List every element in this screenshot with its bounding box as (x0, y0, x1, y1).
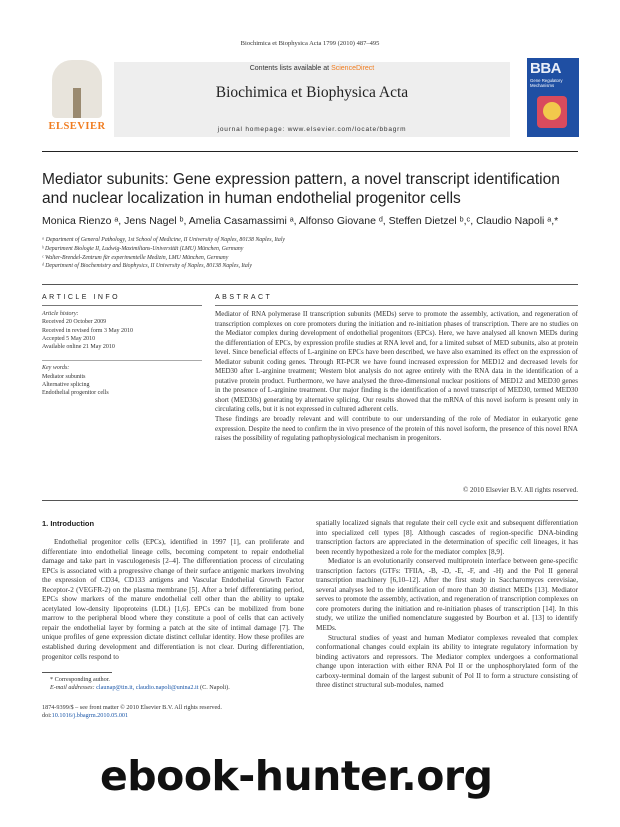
abstract-end-rule (42, 500, 578, 501)
contents-line (114, 65, 510, 72)
affiliation-d: ᵈ Department of Biochemistry and Biophysics, II University of Naples, 80138 Naples, Italy (42, 263, 252, 270)
cover-title: BBA (530, 60, 561, 77)
body-paragraph: spatially localized signals that regulate their cell cycle exit and subsequent differentiation into specialized cell types [8]. Although cascades of region-specific DNA-binding transcription factors are appreciated in the determination of specific cell lineages, it has been recently hypothesized a role for the mediator complex [8,9]. (316, 519, 578, 556)
corresponding-author: * Corresponding author. (50, 676, 110, 683)
affiliation-b: ᵇ Department Biologie II, Ludwig-Maximilians-Universität (LMU) München, Germany (42, 245, 244, 252)
keywords-label: Key words: (42, 365, 70, 372)
running-head: Biochimica et Biophysica Acta 1799 (2010) 487–495 (240, 40, 380, 47)
issn-line: 1874-9399/$ – see front matter © 2010 Elsevier B.V. All rights reserved. (42, 704, 222, 711)
body-paragraph: Structural studies of yeast and human Mediator complexes revealed that complex conformational changes could explain its ability to integrate regulatory information by binding activators and repressors. The Mediator complex undergoes a conformational change upon interaction with either RNA Pol II or the unphosphorylated form of the carboxy-terminal domain of the largest subunit of Pol II to form a structure consisting of three distinct structural sub-modules, named (316, 633, 578, 690)
header-rule (42, 284, 578, 285)
watermark: ebook-hunter.org (100, 752, 493, 800)
copyright: © 2010 Elsevier B.V. All rights reserved. (462, 486, 578, 494)
sciencedirect-link[interactable]: ScienceDirect (331, 65, 375, 72)
elsevier-logo (42, 58, 112, 138)
author-list: Monica Rienzo ᵃ, Jens Nagel ᵇ, Amelia Casamassimi ᵃ, Alfonso Giovane ᵈ, Steffen Dietzel ᵇ,ᶜ, Claudio Napoli ᵃ,* (42, 215, 559, 227)
footnote-rule (42, 672, 112, 673)
history-revised: Received in revised form 3 May 2010 (42, 327, 133, 334)
info-divider (42, 351, 202, 361)
abstract-rule (215, 305, 578, 306)
elsevier-wordmark: ELSEVIER (48, 121, 106, 132)
cover-image-detail (543, 102, 561, 120)
article-info (42, 310, 202, 398)
section-heading: 1. Introduction (42, 519, 95, 528)
keyword: Endothelial progenitor cells (42, 390, 109, 397)
history-label: Article history: (42, 311, 79, 317)
doi-link[interactable]: 10.1016/j.bbagrm.2010.05.001 (51, 712, 129, 720)
affiliations (42, 236, 578, 271)
email-links[interactable]: claunap@tin.it, claudio.napoli@unina2.it (96, 684, 199, 692)
history-received: Received 20 October 2009 (42, 319, 107, 326)
article-info-heading: ARTICLE INFO (42, 294, 121, 301)
journal-homepage[interactable]: journal homepage: www.elsevier.com/locate/bbagrm (217, 126, 407, 133)
contents-prefix: Contents lists available at (249, 65, 332, 72)
affiliation-c: ᶜ Walter-Brendel-Zentrum für experimentelle Medizin, LMU München, Germany (42, 254, 229, 261)
abstract-paragraph: Mediator of RNA polymerase II transcription subunits (MEDs) serve to promote the assembly, activation, and regeneration of transcription complexes on core promoters during the initiation and re-initiation phases of transcription. There are no studies on the Mediator complex during development of endothelial progenitors (EPCs). Here, we have analysed all known MEDs during the differentiation of EPCs, by expression profile studies at RNA level and, for a limited subset of MED subunits, also at protein level. Since beneficial effects of L-arginine on EPCs have been described, we have also examined its effect on the expression of Mediator subunit coding genes. Through RT-PCR we have found increased expression for MED12 and decreased levels for MED30 after L-arginine treatment; Western blot analysis do not agree entirely with the RNA data in the identification of a putative protein product. Furthermore, we have analysed the three-dimensional nuclear positions of MED12 and MED30 genes in the presence of L-arginine treatment. Our major finding is the identification of a novel transcript of MED30, termed MED30 short (MED30s) generating by alternative splicing. Our results showed that the mRNA of this novel isoform is present only in circulating cells, but it is not expressed in cultured adherent cells. (215, 310, 578, 414)
front-matter (42, 704, 304, 721)
journal-cover (527, 58, 579, 137)
cover-subtitle: Gene Regulatory Mechanisms (530, 78, 563, 88)
info-rule (42, 305, 202, 306)
affiliation-a: ᵃ Department of General Pathology, 1st School of Medicine, II University of Naples, 80138 Naples, Italy (42, 237, 286, 243)
keyword: Alternative splicing (42, 382, 90, 389)
journal-title: Biochimica et Biophysica Acta (215, 84, 409, 101)
body-column-right (316, 519, 578, 691)
email-label: E-mail addresses: (50, 684, 95, 692)
footnote (42, 676, 304, 693)
tree-trunk (73, 88, 81, 118)
masthead-rule (42, 151, 578, 152)
abstract-paragraph: These findings are broadly relevant and will contribute to our understanding of the role of Mediator in eukaryotic gene expression. Despite the need to confirm the in vivo presence of the protein of this novel isoform, the presence of this novel RNA raises the possibility of regulating pathophysiological mechanism in progenitors. (215, 415, 578, 443)
email-suffix: (C. Napoli). (200, 684, 230, 692)
body-paragraph: Mediator is an evolutionarily conserved multiprotein interface between gene-specific transcription factors (GTFs: TFIIA, -B, -D, -E, -F, and -H) and the Pol II general transcription machinery [6,10–12]. After the first study in Saccharomyces cerevisiae, several analyses led to the identification of more than 30 distinct MEDs [13]. Mediator serves to promote the assembly, activation, and regeneration of transcription complexes on core promoters during the initiation and re-initiation phases of transcription [14]. In this study, we utilize the unified nomenclature suggested by Bourbon et al. [13] to identify MEDs. (316, 557, 578, 633)
keyword: Mediator subunits (42, 373, 86, 380)
history-online: Available online 21 May 2010 (42, 344, 115, 351)
article-title: Mediator subunits: Gene expression pattern, a novel transcript identification and nuclear localization in human endothelial progenitor cells (42, 171, 560, 207)
doi-line (42, 712, 304, 720)
abstract-body (215, 310, 578, 444)
doi-label: doi: (42, 712, 52, 720)
abstract-heading: ABSTRACT (215, 294, 273, 301)
history-accepted: Accepted 5 May 2010 (42, 335, 96, 342)
body-column-left (42, 538, 304, 662)
email-line (50, 684, 304, 692)
body-paragraph: Endothelial progenitor cells (EPCs), identified in 1997 [1], can proliferate and differentiate into endothelial lineage cells, becoming competent to repair endothelial damage and take part in vasculogenesis [2–4]. The differentiation process of circulating EPCs is associated with a progressive change of their surface antigenic markers involving the expression of CD34, CD133 antigens and Vascular Endothelial Growth Factor Receptor-2 (VEGFR-2) on the plasma membrane [5]. After a brief differentiating period, EPCs show markers of the mature endothelial cell other than the ability to uptake acetylated low-density lipoproteins (LDL) [1,6]. EPCs can be mobilized from bone marrow to the peripheral blood where they constitute a pool of cells that can actively repair the endothelial layer by forming a patch at the site of intimal damage [7]. The unique profiles of gene expression dictate distinct cellular identity. How these profiles are established during development and differentiation is not clear. During differentiation, progenitor cells respond to (42, 538, 304, 661)
